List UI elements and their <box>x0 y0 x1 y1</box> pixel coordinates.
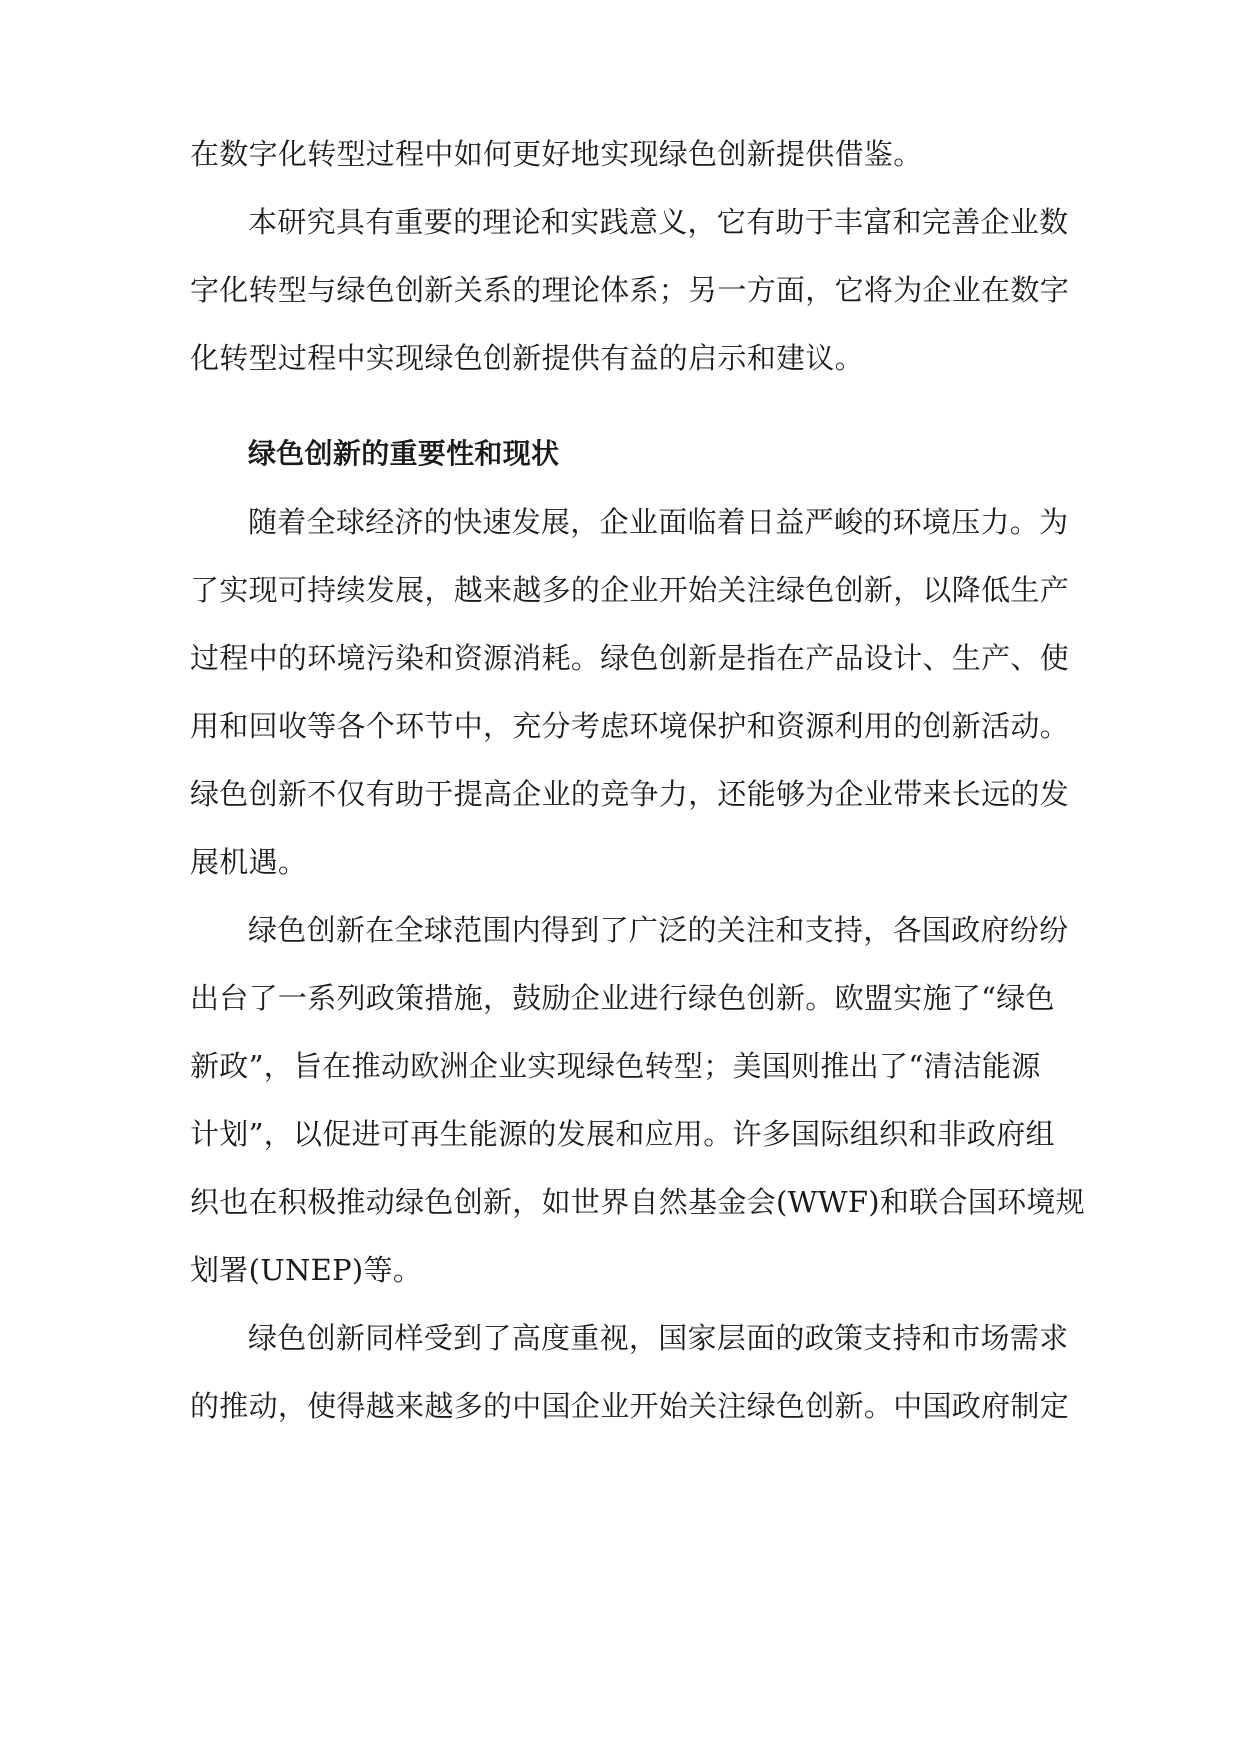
paragraph-line: 了实现可持续发展，越来越多的企业开始关注绿色创新，以降低生产 <box>190 573 1070 607</box>
paragraph-line: 划署(UNEP)等。 <box>190 1253 423 1287</box>
paragraph-line: 的推动，使得越来越多的中国企业开始关注绿色创新。中国政府制定 <box>190 1389 1070 1423</box>
paragraph-line: 绿色创新不仅有助于提高企业的竞争力，还能够为企业带来长远的发 <box>190 777 1070 811</box>
paragraph-line: 计划”，以促进可再生能源的发展和应用。许多国际组织和非政府组 <box>190 1117 1055 1151</box>
paragraph-line: 绿色创新在全球范围内得到了广泛的关注和支持，各国政府纷纷 <box>248 913 1069 947</box>
paragraph-line: 随着全球经济的快速发展，企业面临着日益严峻的环境压力。为 <box>248 505 1069 539</box>
paragraph-line: 用和回收等各个环节中，充分考虑环境保护和资源利用的创新活动。 <box>190 709 1070 743</box>
paragraph-line: 在数字化转型过程中如何更好地实现绿色创新提供借鉴。 <box>190 137 923 171</box>
paragraph-line: 本研究具有重要的理论和实践意义，它有助于丰富和完善企业数 <box>248 205 1069 239</box>
paragraph-line: 织也在积极推动绿色创新，如世界自然基金会(WWF)和联合国环境规 <box>190 1185 1085 1219</box>
paragraph-line: 绿色创新同样受到了高度重视，国家层面的政策支持和市场需求 <box>248 1321 1069 1355</box>
paragraph-line: 出台了一系列政策措施，鼓励企业进行绿色创新。欧盟实施了“绿色 <box>190 981 1055 1015</box>
paragraph-line: 过程中的环境污染和资源消耗。绿色创新是指在产品设计、生产、使 <box>190 641 1070 675</box>
paragraph-line: 展机遇。 <box>190 845 308 879</box>
paragraph-line: 化转型过程中实现绿色创新提供有益的启示和建议。 <box>190 341 864 375</box>
paragraph-line: 字化转型与绿色创新关系的理论体系；另一方面，它将为企业在数字 <box>190 273 1070 307</box>
paragraph-line: 新政”，旨在推动欧洲企业实现绿色转型；美国则推出了“清洁能源 <box>190 1049 1041 1083</box>
section-heading: 绿色创新的重要性和现状 <box>248 437 560 470</box>
